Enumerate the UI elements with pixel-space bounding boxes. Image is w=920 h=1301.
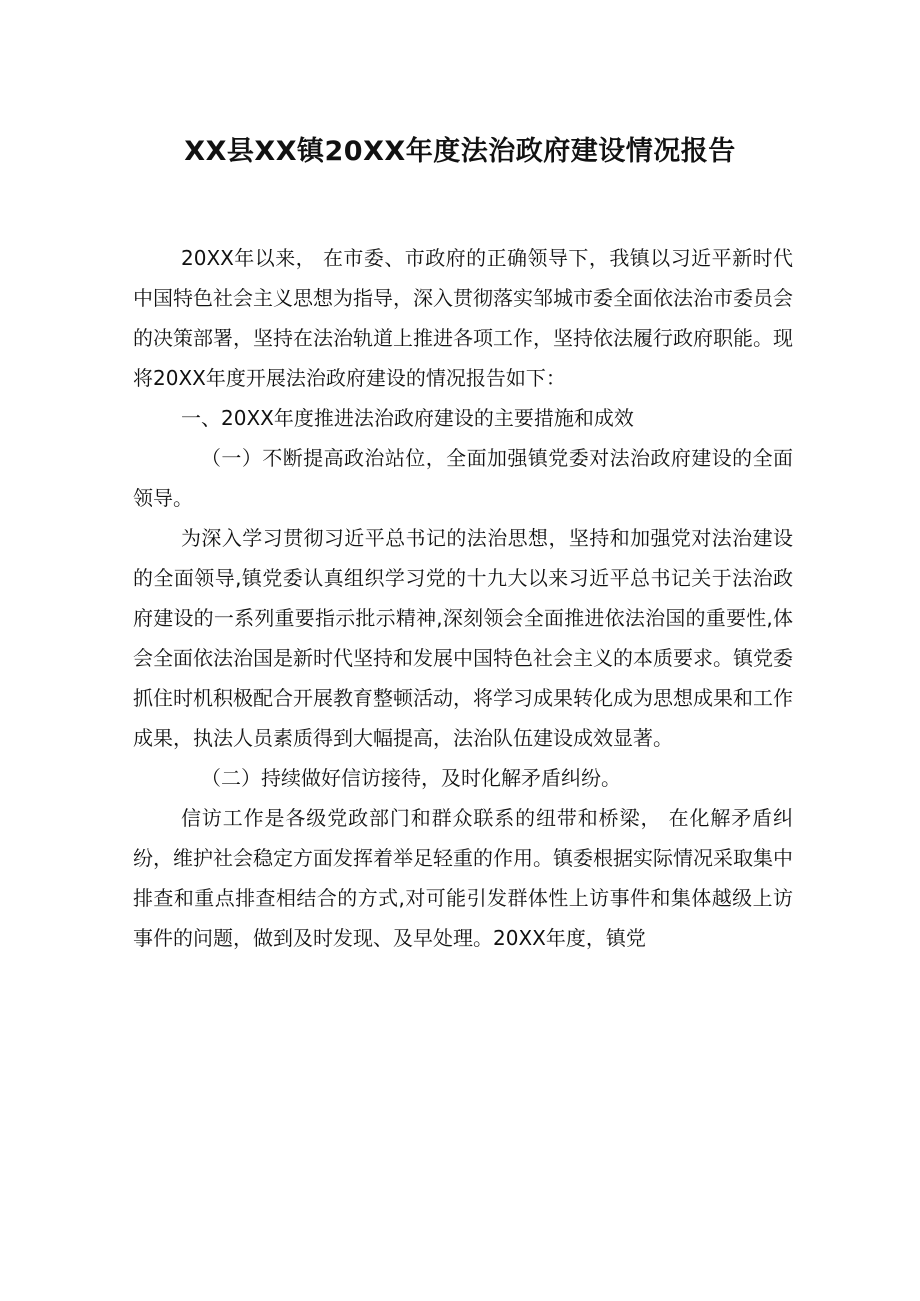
document-body (133, 238, 793, 958)
body-paragraph-1: 为深入学习贯彻习近平总书记的法治思想，坚持和加强党对法治建设的全面领导,镇党委认真组织学习党的十九大以来习近平总书记关于法治政府建设的一系列重要指示批示精神,深刻领会全面推进依法治国的重要性,体会全面依法治国是新时代坚持和发展中国特色社会主义的本质要求。镇党委抓住时机积极配合开展教育整顿活动，将学习成果转化成为思想成果和工作成果，执法人员素质得到大幅提高，法治队伍建设成效显著。 (133, 526, 793, 750)
body-paragraph-2: 信访工作是各级党政部门和群众联系的纽带和桥梁， 在化解矛盾纠纷，维护社会稳定方面发挥着举足轻重的作用。镇委根据实际情况采取集中排查和重点排查相结合的方式,对可能引发群体性上访事件和集体越级上访事件的问题，做到及时发现、及早处理。20XX年度，镇党 (133, 806, 793, 950)
section-heading-1: 一、20XX年度推进法治政府建设的主要措施和成效 (181, 406, 634, 430)
subsection-heading-2: （二）持续做好信访接待，及时化解矛盾纠纷。 (201, 766, 621, 790)
intro-paragraph: 20XX年以来， 在市委、市政府的正确领导下，我镇以习近平新时代中国特色社会主义思想为指导，深入贯彻落实邹城市委全面依法治市委员会的决策部署，坚持在法治轨道上推进各项工作，坚持依法履行政府职能。现将20XX年度开展法治政府建设的情况报告如下： (133, 246, 793, 390)
document-title: XX县XX镇20XX年度法治政府建设情况报告 (184, 136, 736, 167)
subsection-heading-1: （一）不断提高政治站位，全面加强镇党委对法治政府建设的全面领导。 (133, 446, 793, 510)
